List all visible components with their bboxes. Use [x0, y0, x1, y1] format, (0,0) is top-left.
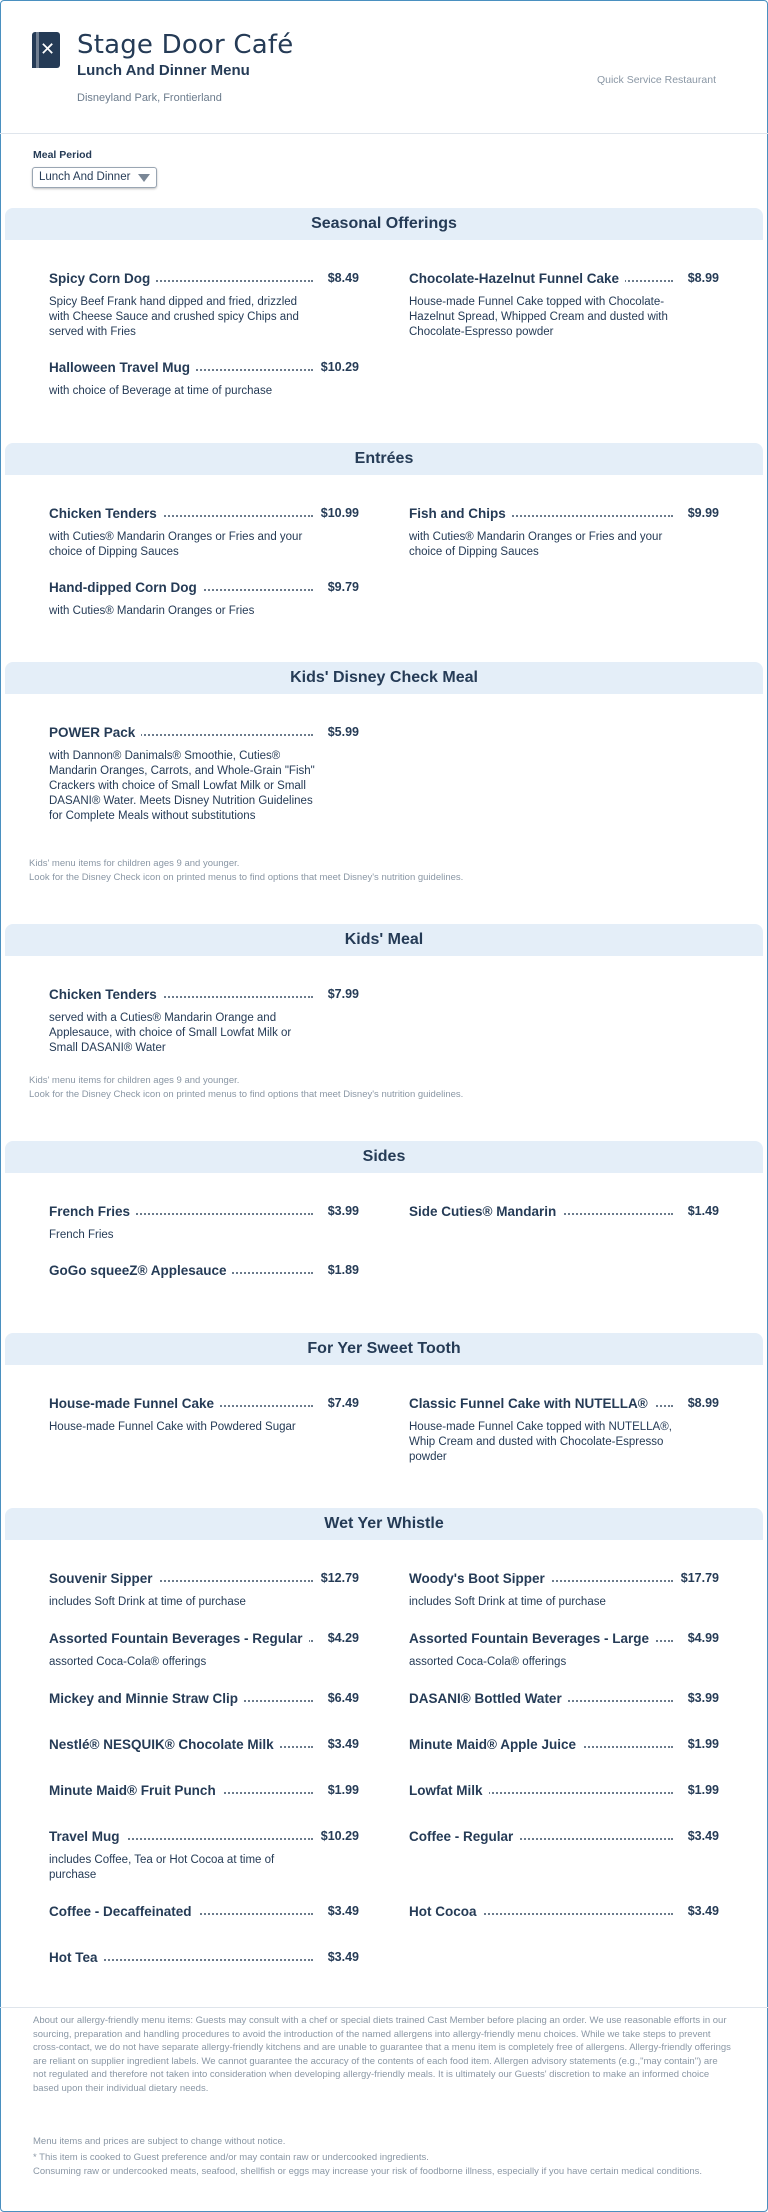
item-price: $8.99	[682, 271, 719, 285]
disney-check-note: Look for the Disney Check icon on printed menus to find options that meet Disney's nutrition guidelines.	[29, 872, 464, 883]
section-title: For Yer Sweet Tooth	[5, 1333, 763, 1365]
item-name: Hot Cocoa	[409, 1904, 483, 1919]
item-description: with Cuties® Mandarin Oranges or Fries and your choice of Dipping Sauces	[49, 531, 303, 558]
item-description: House-made Funnel Cake topped with Chocolate-Hazelnut Spread, Whipped Cream and dusted with Chocolate-Espresso powder	[409, 296, 668, 338]
menu-item	[409, 1631, 719, 1670]
allergy-disclaimer: About our allergy-friendly menu items: Guests may consult with a chef or special diets trained Cast Member before placing an order. We use reasonable efforts in our sourcing, preparation and handling procedures to avoid the introduction of the named allergens into allergy-friendly menu choices. While we take steps to prevent cross-contact, we do not have separate allergy-friendly kitchens and are unable to guarantee that a menu item is completely free of allergens. Allergy-friendly offerings are reliant on supplier ingredient labels. We cannot guarantee the accuracy of the contents of each food item. Allergen advisory statements (e.g.,"may contain") are not regulated and therefore not taken into consideration when developing allergy-friendly meals. It is ultimately our Guests' discretion to make an informed choice based upon their individual dietary needs.	[33, 2015, 731, 2094]
menu-title: Lunch And Dinner Menu	[77, 62, 250, 79]
item-price: $4.29	[322, 1631, 359, 1645]
item-price: $5.99	[322, 725, 359, 739]
item-name: Halloween Travel Mug	[49, 360, 196, 375]
item-description: with Cuties® Mandarin Oranges or Fries and your choice of Dipping Sauces	[409, 531, 663, 558]
menu-item	[49, 1691, 359, 1711]
kids-age-note: Kids' menu items for children ages 9 and younger.	[29, 1075, 240, 1086]
item-name: Hot Tea	[49, 1950, 104, 1965]
item-name: Hand-dipped Corn Dog	[49, 580, 203, 595]
menu-item	[49, 1631, 359, 1670]
menu-item	[49, 1904, 359, 1924]
meal-period-label: Meal Period	[33, 149, 92, 161]
item-price: $1.49	[682, 1204, 719, 1218]
restaurant-header	[0, 0, 768, 134]
item-price: $1.99	[682, 1737, 719, 1751]
item-price: $12.79	[315, 1571, 359, 1585]
item-name: Minute Maid® Apple Juice	[409, 1737, 582, 1752]
menu-item	[409, 1204, 719, 1224]
menu-item	[49, 506, 359, 560]
menu-item	[409, 1904, 719, 1924]
item-name: Chicken Tenders	[49, 987, 163, 1002]
section-title: Kids' Meal	[5, 924, 763, 956]
item-price: $4.99	[682, 1631, 719, 1645]
item-name: French Fries	[49, 1204, 136, 1219]
menu-item	[49, 360, 359, 399]
item-name: Chocolate-Hazelnut Funnel Cake	[409, 271, 625, 286]
menu-item	[49, 725, 359, 824]
item-name: Lowfat Milk	[409, 1783, 489, 1798]
item-name: DASANI® Bottled Water	[409, 1691, 568, 1706]
menu-item	[49, 271, 359, 340]
item-price: $6.49	[322, 1691, 359, 1705]
item-price: $3.49	[322, 1950, 359, 1964]
item-price: $10.99	[315, 506, 359, 520]
item-name: POWER Pack	[49, 725, 141, 740]
item-price: $3.99	[322, 1204, 359, 1218]
menu-item	[49, 1571, 359, 1610]
restaurant-location: Disneyland Park, Frontierland	[77, 92, 222, 104]
menu-item	[49, 1204, 359, 1243]
menu-item	[409, 1737, 719, 1757]
item-name: Woody's Boot Sipper	[409, 1571, 551, 1586]
item-name: Coffee - Regular	[409, 1829, 519, 1844]
disney-check-note: Look for the Disney Check icon on printed menus to find options that meet Disney's nutrition guidelines.	[29, 1089, 464, 1100]
item-name: Assorted Fountain Beverages - Regular	[49, 1631, 309, 1646]
section-title: Entrées	[5, 443, 763, 475]
menu-item	[409, 271, 719, 340]
restaurant-name: Stage Door Café	[77, 30, 294, 60]
item-name: Mickey and Minnie Straw Clip	[49, 1691, 244, 1706]
item-name: Souvenir Sipper	[49, 1571, 159, 1586]
item-price: $7.99	[322, 987, 359, 1001]
menu-item	[49, 580, 359, 619]
item-name: Nestlé® NESQUIK® Chocolate Milk	[49, 1737, 280, 1752]
menu-item	[409, 1691, 719, 1711]
item-price: $1.99	[682, 1783, 719, 1797]
item-price: $3.49	[682, 1829, 719, 1843]
item-name: Assorted Fountain Beverages - Large	[409, 1631, 655, 1646]
item-description: assorted Coca-Cola® offerings	[409, 1656, 567, 1668]
item-price: $3.49	[322, 1737, 359, 1751]
item-name: Minute Maid® Fruit Punch	[49, 1783, 222, 1798]
item-name: Coffee - Decaffeinated	[49, 1904, 198, 1919]
menu-item	[49, 1396, 359, 1435]
menu-item	[409, 506, 719, 560]
item-description: with Dannon® Danimals® Smoothie, Cuties® Mandarin Oranges, Carrots, and Whole-Grain "Fish" Crackers with choice of Small Lowfat Milk or Small DASANI® Water. Meets Disney Nutrition Guidelines for Complete Meals without substitutions	[49, 750, 315, 822]
item-price: $10.29	[315, 360, 359, 374]
item-description: Spicy Beef Frank hand dipped and fried, drizzled with Cheese Sauce and crushed spicy Chips and served with Fries	[49, 296, 299, 338]
book-spine	[36, 32, 39, 68]
item-price: $8.49	[322, 271, 359, 285]
section-title: Seasonal Offerings	[5, 208, 763, 240]
menu-item	[49, 1263, 359, 1283]
item-description: with Cuties® Mandarin Oranges or Fries	[49, 605, 255, 617]
meal-period-value: Lunch And Dinner	[39, 171, 131, 183]
menu-item	[49, 1737, 359, 1757]
item-price: $3.49	[322, 1904, 359, 1918]
section-title: Wet Yer Whistle	[5, 1508, 763, 1540]
menu-item	[409, 1783, 719, 1803]
item-price: $17.79	[675, 1571, 719, 1585]
section-title: Sides	[5, 1141, 763, 1173]
item-name: Chicken Tenders	[49, 506, 163, 521]
item-description: includes Soft Drink at time of purchase	[409, 1596, 606, 1608]
cooked-notice: * This item is cooked to Guest preference and/or may contain raw or undercooked ingredients.	[33, 2152, 429, 2163]
item-name: Spicy Corn Dog	[49, 271, 156, 286]
menu-footer	[0, 2007, 768, 2212]
item-description: French Fries	[49, 1229, 114, 1241]
item-description: includes Soft Drink at time of purchase	[49, 1596, 246, 1608]
menu-item	[49, 987, 359, 1056]
item-name: Side Cuties® Mandarin	[409, 1204, 562, 1219]
raw-food-warning: Consuming raw or undercooked meats, seafood, shellfish or eggs may increase your risk of foodborne illness, especially if you have certain medical conditions.	[33, 2166, 703, 2177]
item-price: $10.29	[315, 1829, 359, 1843]
item-name: House-made Funnel Cake	[49, 1396, 220, 1411]
item-description: served with a Cuties® Mandarin Orange and Applesauce, with choice of Small Lowfat Milk or Small DASANI® Water	[49, 1012, 292, 1054]
menu-book-icon	[32, 32, 60, 68]
fork-knife-icon: ✕	[40, 39, 56, 59]
menu-item	[49, 1829, 359, 1883]
item-price: $3.49	[682, 1904, 719, 1918]
service-type: Quick Service Restaurant	[596, 74, 716, 86]
menu-item	[409, 1396, 719, 1465]
menu-item	[409, 1829, 719, 1849]
item-name: Classic Funnel Cake with NUTELLA®	[409, 1396, 654, 1411]
item-name: Travel Mug	[49, 1829, 126, 1844]
item-name: GoGo squeeZ® Applesauce	[49, 1263, 232, 1278]
item-description: House-made Funnel Cake topped with NUTELLA®, Whip Cream and dusted with Chocolate-Espresso powder	[409, 1421, 672, 1463]
item-price: $3.99	[682, 1691, 719, 1705]
item-description: with choice of Beverage at time of purchase	[49, 385, 273, 397]
item-price: $7.49	[322, 1396, 359, 1410]
chevron-down-icon	[138, 174, 150, 182]
menu-item	[49, 1950, 359, 1970]
item-price: $8.99	[682, 1396, 719, 1410]
item-description: House-made Funnel Cake with Powdered Sugar	[49, 1421, 296, 1433]
section-title: Kids' Disney Check Meal	[5, 662, 763, 694]
item-price: $1.89	[322, 1263, 359, 1277]
item-name: Fish and Chips	[409, 506, 512, 521]
item-price: $9.79	[322, 580, 359, 594]
item-price: $9.99	[682, 506, 719, 520]
kids-age-note: Kids' menu items for children ages 9 and younger.	[29, 858, 240, 869]
menu-item	[409, 1571, 719, 1610]
item-description: assorted Coca-Cola® offerings	[49, 1656, 207, 1668]
price-notice: Menu items and prices are subject to change without notice.	[33, 2136, 286, 2147]
menu-item	[49, 1783, 359, 1803]
item-description: includes Coffee, Tea or Hot Cocoa at time of purchase	[49, 1854, 275, 1881]
item-price: $1.99	[322, 1783, 359, 1797]
meal-period-select[interactable]	[32, 167, 157, 188]
